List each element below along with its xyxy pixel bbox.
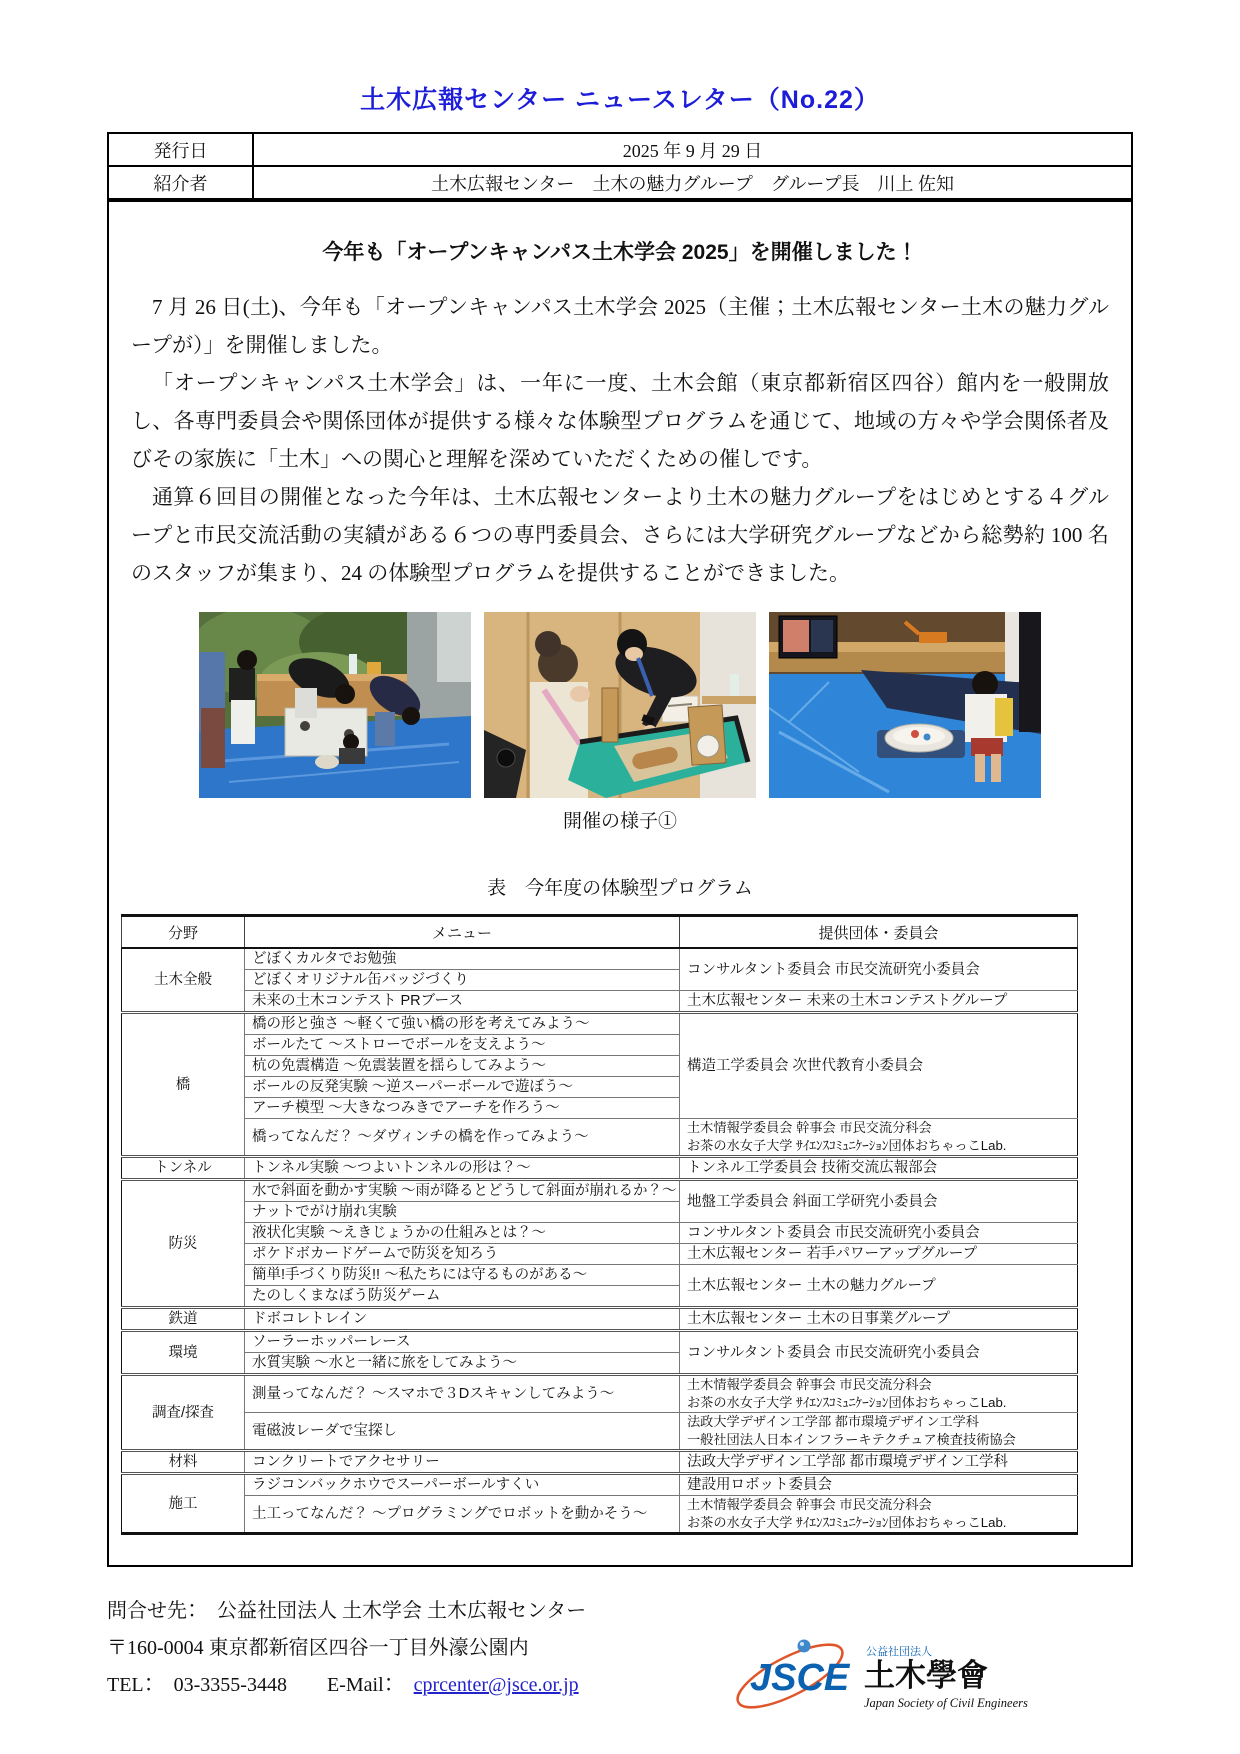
- menu-cell: ボールの反発実験 ～逆スーパーボールで遊ぼう～: [245, 1077, 680, 1098]
- provider-line: 一般社団法人日本インフラーキテクチュア検査技術協会: [687, 1432, 1016, 1447]
- provider-line: 土木情報学委員会 幹事会 市民交流分科会: [687, 1120, 932, 1135]
- field-cell: 土木全般: [122, 948, 245, 1013]
- menu-cell: ナットでがけ崩れ実験: [245, 1202, 680, 1223]
- paragraph-1: 7 月 26 日(土)、今年も「オープンキャンパス土木学会 2025（主催；土木広報センター土木の魅力グループが）」を開催しました。: [131, 295, 1109, 357]
- menu-cell: 水で斜面を動かす実験 ～雨が降るとどうして斜面が崩れるか？～: [245, 1180, 680, 1202]
- provider-cell: [680, 1375, 1078, 1413]
- header-menu: メニュー: [245, 916, 680, 949]
- issue-date-label: 発行日: [108, 133, 253, 166]
- article-heading: 今年も「オープンキャンパス土木学会 2025」を開催しました！: [322, 241, 918, 264]
- table-row: [122, 1013, 1078, 1035]
- table-row: [122, 991, 1078, 1013]
- menu-cell: どぼくオリジナル缶バッジづくり: [245, 970, 680, 991]
- field-cell: 防災: [122, 1180, 245, 1308]
- footer-address: 〒160-0004 東京都新宿区四谷一丁目外濠公園内: [107, 1637, 529, 1659]
- meta-row-issue-date: [108, 133, 1132, 166]
- menu-cell: 測量ってなんだ？ ～スマホで３Dスキャンしてみよう～: [245, 1375, 680, 1413]
- menu-cell: 簡単!手づくり防災!! ～私たちには守るものがある～: [245, 1265, 680, 1286]
- menu-cell: 杭の免震構造 ～免震装置を揺らしてみよう～: [245, 1056, 680, 1077]
- menu-cell: たのしくまなぼう防災ゲーム: [245, 1286, 680, 1308]
- event-photo-3: [769, 612, 1041, 798]
- meta-table: [107, 132, 1133, 200]
- header-provider: 提供団体・委員会: [680, 916, 1078, 949]
- table-row: [122, 1331, 1078, 1353]
- toy-digger: [919, 632, 947, 643]
- issue-date-value: 2025 年 9 月 29 日: [253, 133, 1132, 166]
- provider-cell: コンサルタント委員会 市民交流研究小委員会: [680, 1331, 1078, 1375]
- footer-tel-email: [107, 1667, 1240, 1704]
- table-row: [122, 1308, 1078, 1331]
- provider-cell: コンサルタント委員会 市民交流研究小委員会: [680, 948, 1078, 991]
- logo-jsce-text: JSCE: [750, 1657, 850, 1699]
- menu-cell: ラジコンバックホウでスーパーボールすくい: [245, 1474, 680, 1496]
- program-table-title: 表 今年度の体験型プログラム: [487, 878, 753, 899]
- menu-cell: ボールたて ～ストローでボールを支えよう～: [245, 1035, 680, 1056]
- paragraph-2: 「オープンキャンパス土木学会」は、一年に一度、土木会館（東京都新宿区四谷）館内を一般開放し、各専門委員会や関係団体が提供する様々な体験型プログラムを通じて、地域の方々や学会関係者及びその家族に「土木」への関心と理解を深めていただくための催しです。: [131, 371, 1109, 471]
- menu-cell: 未来の土木コンテスト PRブース: [245, 991, 680, 1013]
- email-link[interactable]: cprcenter@jsce.or.jp: [413, 1674, 579, 1696]
- provider-line: 土木情報学委員会 幹事会 市民交流分科会: [687, 1497, 932, 1512]
- logo-name-jp: 土木學會: [864, 1658, 988, 1693]
- child-figure: [972, 671, 998, 697]
- provider-cell: 構造工学委員会 次世代教育小委員会: [680, 1013, 1078, 1119]
- menu-cell: ドボコレトレイン: [245, 1308, 680, 1331]
- field-cell: 施工: [122, 1474, 245, 1534]
- table-row: [122, 1496, 1078, 1534]
- event-photos: [109, 612, 1131, 798]
- table-row: [122, 1451, 1078, 1474]
- table-row: [122, 948, 1078, 970]
- adult-figure: [1019, 612, 1041, 732]
- table-row: [122, 1265, 1078, 1286]
- footer-contact: 問合せ先： 公益社団法人 土木学会 土木広報センター: [107, 1600, 587, 1622]
- event-photo-1: [199, 612, 471, 798]
- program-table: [121, 914, 1078, 1535]
- logo-org-type: 公益社団法人: [866, 1646, 932, 1658]
- menu-cell: トンネル実験 ～つよいトンネルの形は？～: [245, 1157, 680, 1180]
- logo-name-en: Japan Society of Civil Engineers: [864, 1696, 1028, 1710]
- provider-cell: [680, 1119, 1078, 1157]
- introducer-value: 土木広報センター 土木の魅力グループ グループ長 川上 佐知: [253, 166, 1132, 199]
- provider-line: 法政大学デザイン工学部 都市環境デザイン工学科: [687, 1414, 979, 1429]
- provider-cell: コンサルタント委員会 市民交流研究小委員会: [680, 1223, 1078, 1244]
- provider-cell: 地盤工学委員会 斜面工学研究小委員会: [680, 1180, 1078, 1223]
- provider-cell: 法政大学デザイン工学部 都市環境デザイン工学科: [680, 1451, 1078, 1474]
- table-row: [122, 1375, 1078, 1413]
- menu-cell: 橋ってなんだ？ ～ダヴィンチの橋を作ってみよう～: [245, 1119, 680, 1157]
- table-row: [122, 1474, 1078, 1496]
- menu-cell: 土工ってなんだ？ ～プログラミングでロボットを動かそう～: [245, 1496, 680, 1534]
- field-cell: 鉄道: [122, 1308, 245, 1331]
- table-row: [122, 1244, 1078, 1265]
- page-title: 土木広報センター ニュースレター（No.22）: [360, 86, 880, 114]
- article-box: [107, 200, 1133, 1567]
- provider-cell: 土木広報センター 未来の土木コンテストグループ: [680, 991, 1078, 1013]
- table-row: [122, 1119, 1078, 1157]
- footer: [107, 1593, 1240, 1704]
- menu-cell: ポケドボカードゲームで防災を知ろう: [245, 1244, 680, 1265]
- provider-line: お茶の水女子大学 ｻｲｴﾝｽｺﾐｭﾆｹｰｼｮﾝ団体おちゃっこLab.: [687, 1138, 1007, 1153]
- field-cell: トンネル: [122, 1157, 245, 1180]
- menu-cell: 液状化実験 ～えきじょうかの仕組みとは？～: [245, 1223, 680, 1244]
- yellow-bag: [995, 698, 1013, 736]
- table-header-row: [122, 916, 1078, 949]
- menu-cell: どぼくカルタでお勉強: [245, 948, 680, 970]
- meta-row-introducer: [108, 166, 1132, 199]
- provider-cell: トンネル工学委員会 技術交流広報部会: [680, 1157, 1078, 1180]
- provider-line: お茶の水女子大学 ｻｲｴﾝｽｺﾐｭﾆｹｰｼｮﾝ団体おちゃっこLab.: [687, 1395, 1007, 1410]
- logo-orbit-dot: [798, 1640, 811, 1653]
- provider-cell: 土木広報センター 若手パワーアップグループ: [680, 1244, 1078, 1265]
- table-row: [122, 1157, 1078, 1180]
- field-cell: 環境: [122, 1331, 245, 1375]
- provider-line: 土木情報学委員会 幹事会 市民交流分科会: [687, 1377, 932, 1392]
- child-figure: [343, 734, 359, 750]
- header-field: 分野: [122, 916, 245, 949]
- field-cell: 橋: [122, 1013, 245, 1157]
- article-body: [131, 288, 1109, 592]
- jsce-logo: [728, 1630, 1038, 1723]
- photo-caption: 開催の様子①: [562, 811, 677, 832]
- field-cell: 材料: [122, 1451, 245, 1474]
- table-row: [122, 1180, 1078, 1202]
- menu-cell: 水質実験 ～水と一緒に旅をしてみよう～: [245, 1353, 680, 1375]
- menu-cell: ソーラーホッパーレース: [245, 1331, 680, 1353]
- field-cell: 調査/探査: [122, 1375, 245, 1451]
- provider-cell: [680, 1496, 1078, 1534]
- provider-cell: 土木広報センター 土木の日事業グループ: [680, 1308, 1078, 1331]
- menu-cell: アーチ模型 ～大きなつみきでアーチを作ろう～: [245, 1098, 680, 1119]
- footer-tel-label: TEL： 03-3355-3448 E-Mail：: [107, 1674, 414, 1696]
- menu-cell: コンクリートでアクセサリー: [245, 1451, 680, 1474]
- provider-line: お茶の水女子大学 ｻｲｴﾝｽｺﾐｭﾆｹｰｼｮﾝ団体おちゃっこLab.: [687, 1515, 1007, 1530]
- provider-cell: 建設用ロボット委員会: [680, 1474, 1078, 1496]
- menu-cell: 電磁波レーダで宝探し: [245, 1413, 680, 1451]
- menu-cell: 橋の形と強さ ～軽くて強い橋の形を考えてみよう～: [245, 1013, 680, 1035]
- provider-cell: [680, 1413, 1078, 1451]
- table-row: [122, 1413, 1078, 1451]
- event-photo-2: [484, 612, 756, 798]
- introducer-label: 紹介者: [108, 166, 253, 199]
- provider-cell: 土木広報センター 土木の魅力グループ: [680, 1265, 1078, 1308]
- paragraph-3: 通算６回目の開催となった今年は、土木広報センターより土木の魅力グループをはじめとする４グループと市民交流活動の実績がある６つの専門委員会、さらには大学研究グループなどから総勢約 100 名のスタッフが集まり、24 の体験型プログラムを提供することができました。: [131, 485, 1109, 585]
- table-row: [122, 1223, 1078, 1244]
